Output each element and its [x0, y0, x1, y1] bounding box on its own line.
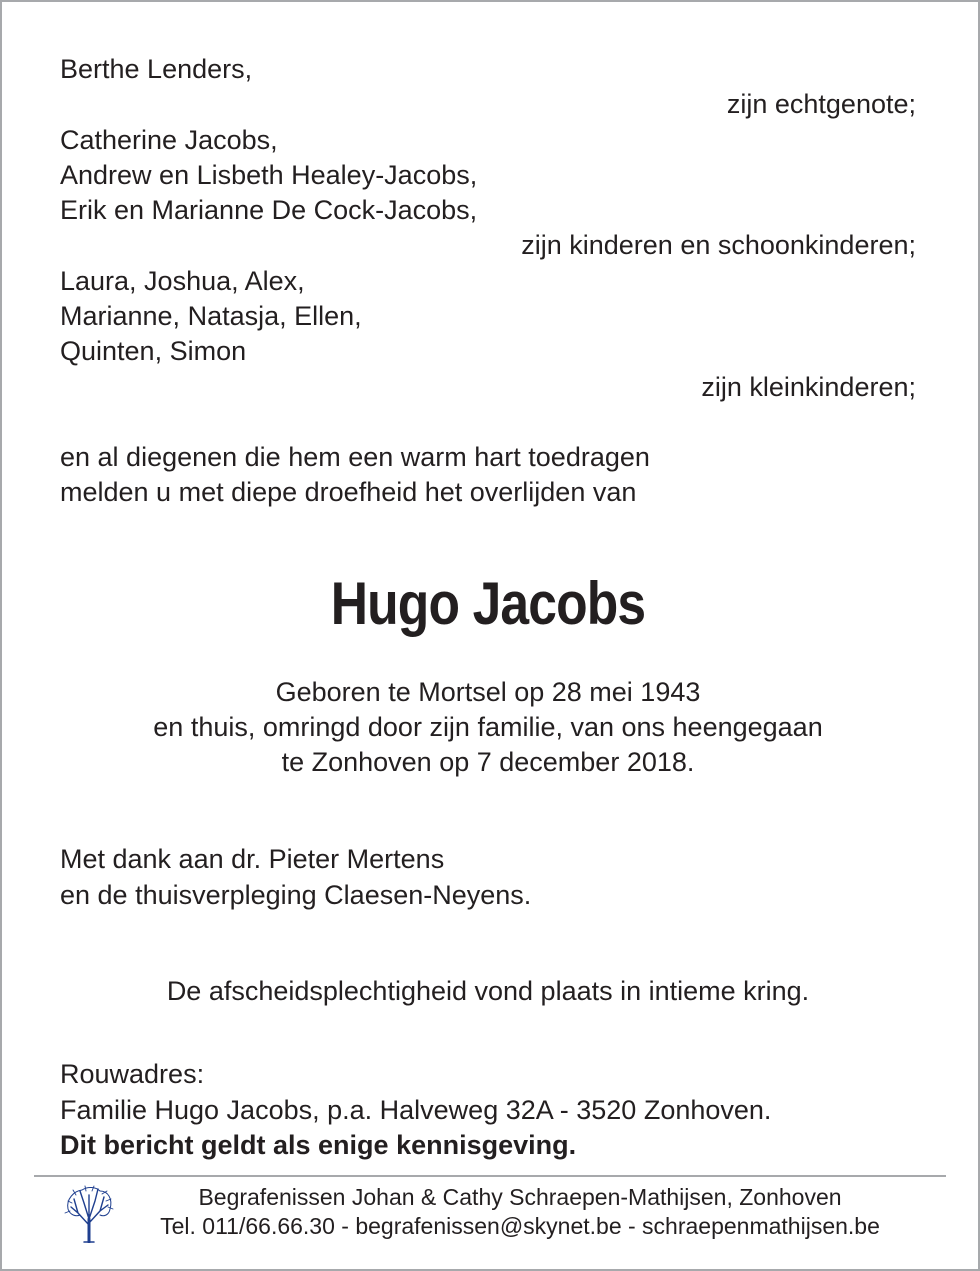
detail-line: en thuis, omringd door zijn familie, van ons heengegaan — [153, 711, 823, 742]
footer-divider — [34, 1175, 946, 1177]
spouse-name: Berthe Lenders, — [60, 54, 253, 84]
detail-line: Geboren te Mortsel op 28 mei 1943 — [275, 676, 701, 707]
notice-text: Dit bericht geldt als enige kennisgeving. — [60, 1129, 577, 1160]
grandchild-line: Quinten, Simon — [60, 336, 247, 367]
announcement-line: en al diegenen die hem een warm hart toedragen — [60, 441, 650, 472]
funeral-home-footer — [60, 1183, 920, 1249]
thanks-line: en de thuisverpleging Claesen-Neyens. — [60, 879, 532, 910]
ceremony-text: De afscheidsplechtigheid vond plaats in intieme kring. — [166, 976, 810, 1007]
detail-line: te Zonhoven op 7 december 2018. — [281, 747, 695, 778]
funeral-home-name: Begrafenissen Johan & Cathy Schraepen-Mathijsen, Zonhoven — [198, 1184, 842, 1210]
spacer — [60, 1009, 916, 1057]
tree-logo-icon — [64, 1185, 114, 1243]
address-label: Rouwadres: — [60, 1059, 205, 1090]
spacer — [60, 405, 916, 440]
children-role: zijn kinderen en schoonkinderen; — [521, 230, 916, 261]
grandchildren-role: zijn kleinkinderen; — [701, 371, 916, 402]
funeral-home-contact: Tel. 011/66.66.30 - begrafenissen@skynet.be - schraepenmathijsen.be — [160, 1213, 880, 1239]
child-line: Andrew en Lisbeth Healey-Jacobs, — [60, 159, 478, 190]
spouse-role: zijn echtgenote; — [726, 89, 916, 120]
child-line: Catherine Jacobs, — [60, 124, 278, 155]
grandchild-line: Marianne, Natasja, Ellen, — [60, 301, 362, 332]
deceased-name: Hugo Jacobs — [330, 569, 646, 637]
thanks-line: Met dank aan dr. Pieter Mertens — [60, 844, 445, 875]
announcement-line: melden u met diepe droefheid het overlijden van — [60, 477, 637, 508]
child-line: Erik en Marianne De Cock-Jacobs, — [60, 195, 478, 226]
grandchild-line: Laura, Joshua, Alex, — [60, 265, 305, 296]
spacer — [60, 913, 916, 974]
obituary-body — [60, 52, 916, 1163]
address-line: Familie Hugo Jacobs, p.a. Halveweg 32A - 3520 Zonhoven. — [60, 1094, 772, 1125]
spacer — [60, 780, 916, 842]
